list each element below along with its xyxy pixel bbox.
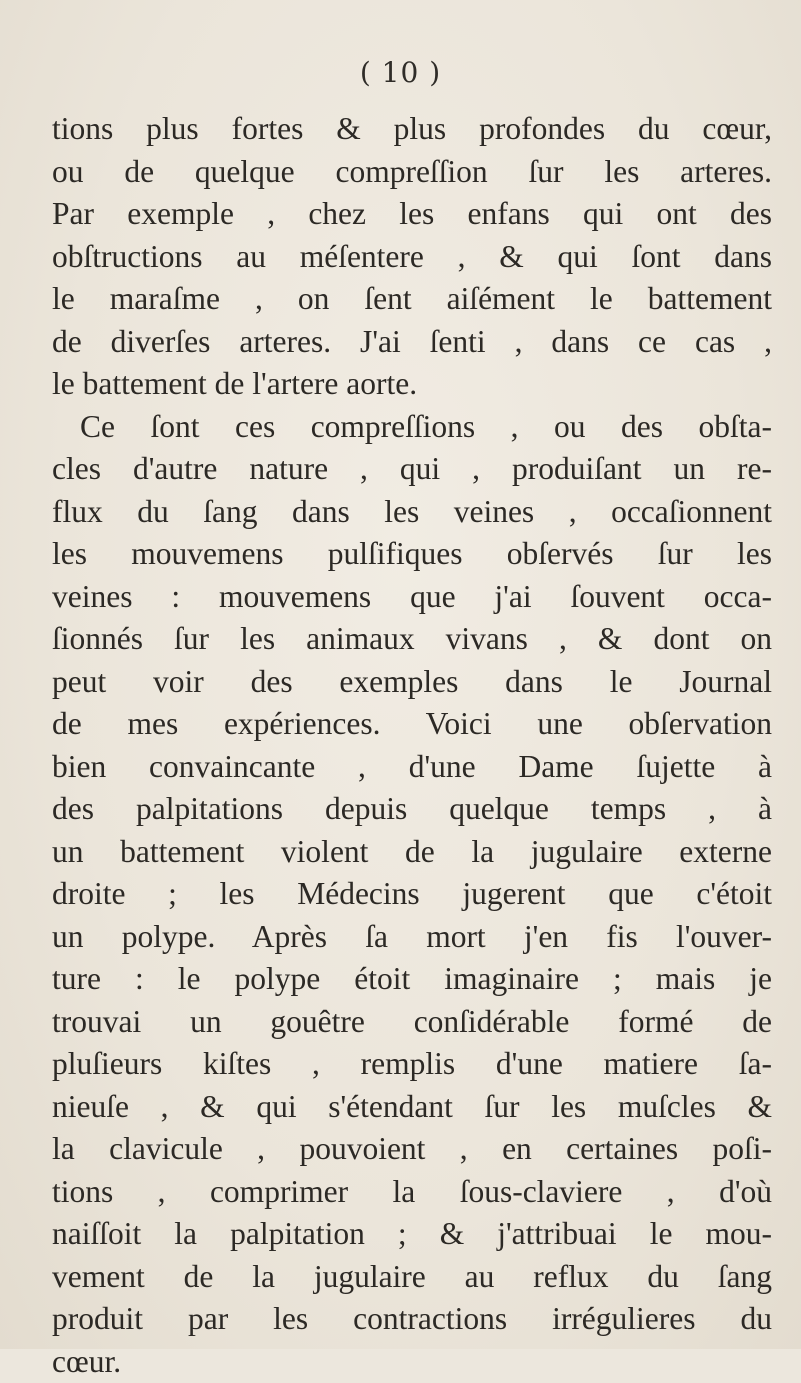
text-line: de mes expériences. Voici une obſervation bbox=[52, 703, 772, 746]
text-line: naiſſoit la palpitation ; & j'attribuai le mou- bbox=[52, 1213, 772, 1256]
text-line: le maraſme , on ſent aiſément le battement bbox=[52, 278, 772, 321]
page-number: ( 10 ) bbox=[0, 56, 801, 89]
text-line: pluſieurs kiſtes , remplis d'une matiere ſa- bbox=[52, 1043, 772, 1086]
text-line: cœur. bbox=[52, 1341, 772, 1383]
text-line: trouvai un gouêtre conſidérable formé de bbox=[52, 1001, 772, 1044]
text-line: cles d'autre nature , qui , produiſant un re- bbox=[52, 448, 772, 491]
text-line: peut voir des exemples dans le Journal bbox=[52, 661, 772, 704]
text-line: un battement violent de la jugulaire externe bbox=[52, 831, 772, 874]
text-line: les mouvemens pulſifiques obſervés ſur les bbox=[52, 533, 772, 576]
text-line: veines : mouvemens que j'ai ſouvent occa- bbox=[52, 576, 772, 619]
text-line: Ce ſont ces compreſſions , ou des obſta- bbox=[52, 406, 772, 449]
text-line: la clavicule , pouvoient , en certaines poſi- bbox=[52, 1128, 772, 1171]
text-line: flux du ſang dans les veines , occaſionnent bbox=[52, 491, 772, 534]
text-line: obſtructions au méſentere , & qui ſont dans bbox=[52, 236, 772, 279]
text-line: un polype. Après ſa mort j'en fis l'ouver- bbox=[52, 916, 772, 959]
text-line: nieuſe , & qui s'étendant ſur les muſcles & bbox=[52, 1086, 772, 1129]
text-line: ou de quelque compreſſion ſur les arteres. bbox=[52, 151, 772, 194]
text-line: ſionnés ſur les animaux vivans , & dont on bbox=[52, 618, 772, 661]
text-line: Par exemple , chez les enfans qui ont des bbox=[52, 193, 772, 236]
text-line: des palpitations depuis quelque temps , à bbox=[52, 788, 772, 831]
text-line: produit par les contractions irrégulieres du bbox=[52, 1298, 772, 1341]
body-text bbox=[52, 108, 772, 1383]
text-line: bien convaincante , d'une Dame ſujette à bbox=[52, 746, 772, 789]
text-line: tions plus fortes & plus profondes du cœur, bbox=[52, 108, 772, 151]
text-line: de diverſes arteres. J'ai ſenti , dans ce cas , bbox=[52, 321, 772, 364]
text-line: tions , comprimer la ſous-claviere , d'où bbox=[52, 1171, 772, 1214]
text-line: droite ; les Médecins jugerent que c'étoit bbox=[52, 873, 772, 916]
text-line: ture : le polype étoit imaginaire ; mais je bbox=[52, 958, 772, 1001]
text-line: le battement de l'artere aorte. bbox=[52, 363, 772, 406]
text-line: vement de la jugulaire au reflux du ſang bbox=[52, 1256, 772, 1299]
